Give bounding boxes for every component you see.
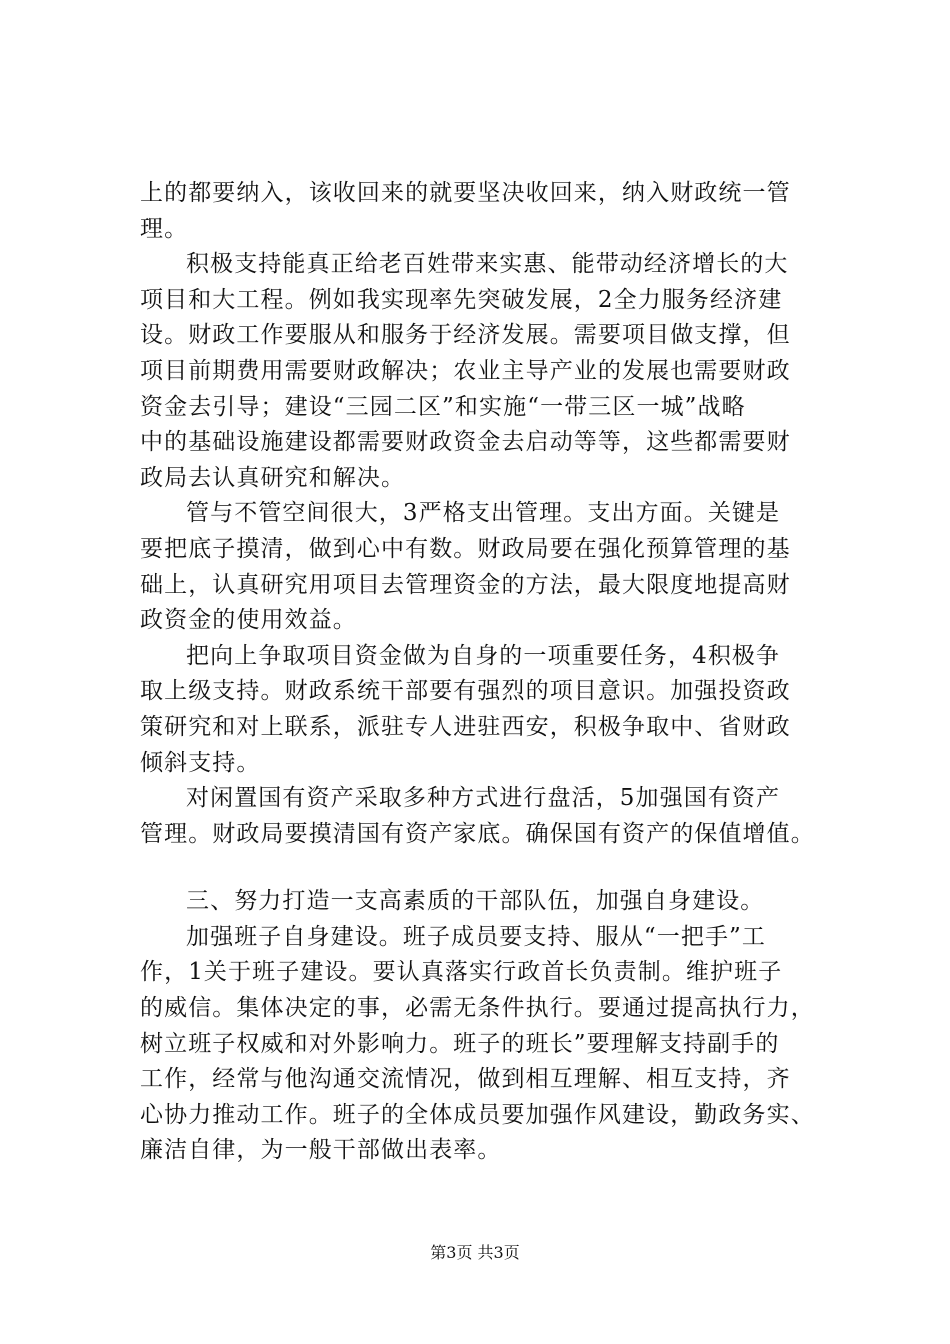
text-line: 工作，经常与他沟通交流情况，做到相互理解、相互支持，齐 [140,1066,791,1093]
text-line: 取上级支持。财政系统干部要有强烈的项目意识。加强投资政 [140,678,791,705]
text-line: 要把底子摸清，做到心中有数。财政局要在强化预算管理的基 [140,535,791,562]
paragraph-start-line: 管与不管空间很大，3严格支出管理。支出方面。关键是 [186,500,781,527]
paragraph-start-line: 积极支持能真正给老百姓带来实惠、能带动经济增长的大 [186,251,789,278]
page-number-footer: 第3页 共3页 [430,1243,520,1262]
document-body [140,176,840,1169]
text-line: 设。财政工作要服从和服务于经济发展。需要项目做支撑，但 [140,322,791,349]
paragraph-gap [140,852,840,884]
text-line: 倾斜支持。 [140,749,261,776]
text-line: 础上，认真研究用项目去管理资金的方法，最大限度地提高财 [140,571,791,598]
section-heading: 三、努力打造一支高素质的干部队伍，加强自身建设。 [186,888,765,915]
paragraph-start-line: 加强班子自身建设。班子成员要支持、服从“一把手”工 [186,923,767,950]
text-line: 上的都要纳入，该收回来的就要坚决收回来，纳入财政统一管 [140,180,791,206]
text-line: 的威信。集体决定的事，必需无条件执行。要通过提高执行力， [140,995,815,1022]
paragraph-start-line: 把向上争取项目资金做为自身的一项重要任务，4积极争 [186,642,781,669]
text-line: 理。 [140,215,189,242]
text-line: 管理。财政局要摸清国有资产家底。确保国有资产的保值增值。 [140,820,815,847]
text-line: 心协力推动工作。班子的全体成员要加强作风建设，勤政务实、 [140,1101,815,1128]
paragraph-start-line: 对闲置国有资产采取多种方式进行盘活，5加强国有资产 [186,785,781,812]
text-line: 项目和大工程。例如我实现率先突破发展，2全力服务经济建 [140,286,783,313]
text-line: 策研究和对上联系，派驻专人进驻西安，积极争取中、省财政 [140,713,791,740]
text-line: 政资金的使用效益。 [140,607,357,634]
text-line: 项目前期费用需要财政解决；农业主导产业的发展也需要财政 [140,357,791,384]
text-line: 中的基础设施建设都需要财政资金去启动等等，这些都需要财 [140,429,791,456]
text-line: 政局去认真研究和解决。 [140,464,406,491]
text-line: 作，1关于班子建设。要认真落实行政首长负责制。维护班子 [140,959,783,986]
text-line: 资金去引导；建设“三园二区”和实施“一带三区一城”战略 [140,393,746,420]
text-line: 廉洁自律，为一般干部做出表率。 [140,1137,502,1164]
text-line: 树立班子权威和对外影响力。班子的班长”要理解支持副手的 [140,1030,780,1057]
